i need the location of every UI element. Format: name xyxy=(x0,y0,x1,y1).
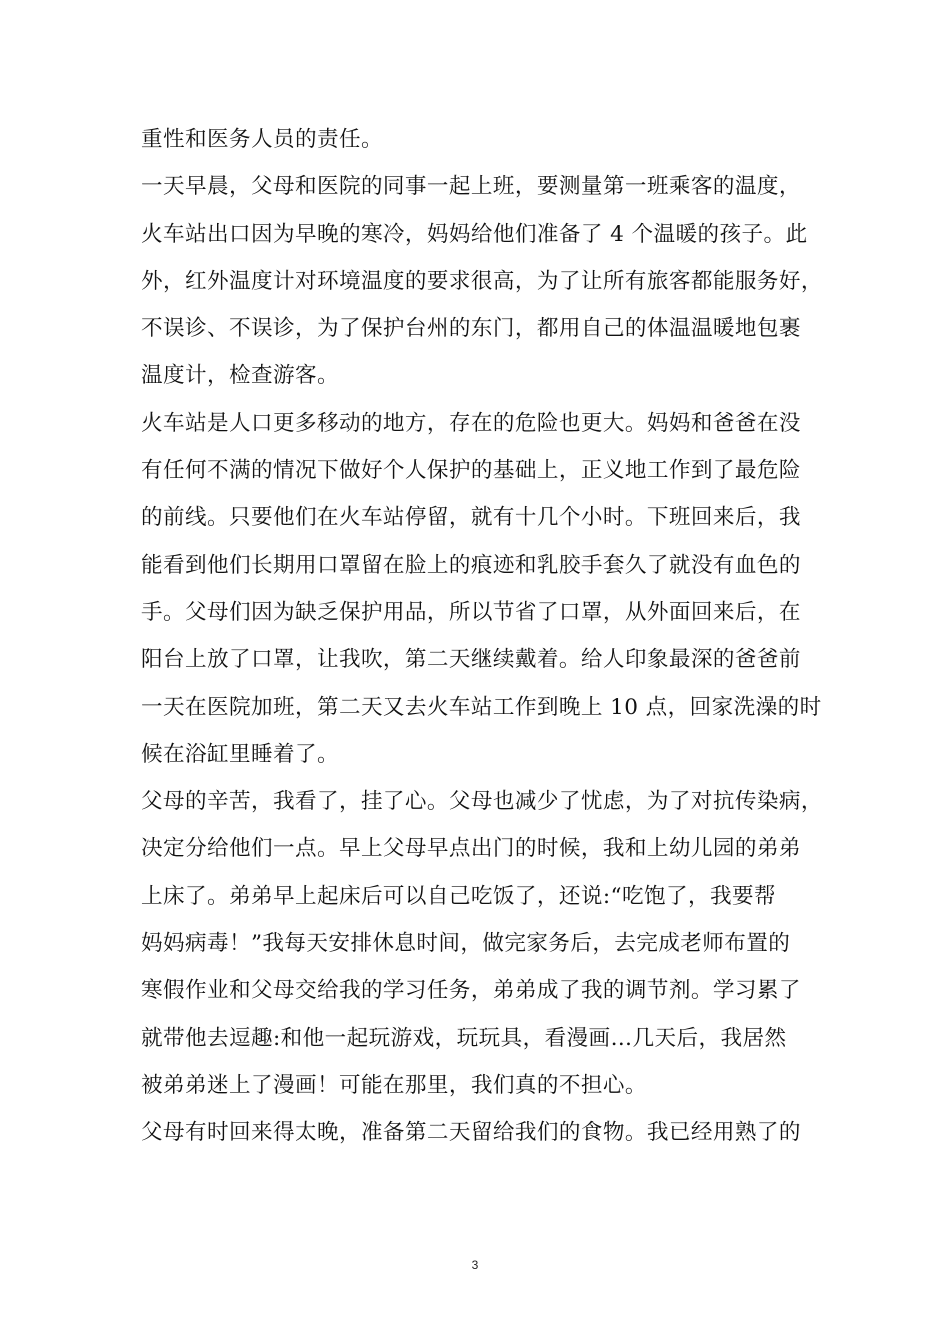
text-line: 决定分给他们一点。早上父母早点出门的时候，我和上幼儿园的弟弟 xyxy=(141,836,801,862)
text-line: 一天早晨，父母和医院的同事一起上班，要测量第一班乘客的温度， xyxy=(141,174,801,200)
text-line: 寒假作业和父母交给我的学习任务，弟弟成了我的调节剂。学习累了 xyxy=(141,978,801,1004)
text-line: 手。父母们因为缺乏保护用品，所以节省了口罩，从外面回来后，在 xyxy=(141,599,801,625)
text-line: 被弟弟迷上了漫画！可能在那里，我们真的不担心。 xyxy=(141,1072,647,1098)
text-line: 不误诊、不误诊，为了保护台州的东门，都用自己的体温温暖地包裹 xyxy=(141,316,801,342)
text-line: 有任何不满的情况下做好个人保护的基础上，正义地工作到了最危险 xyxy=(141,458,801,484)
body-text xyxy=(141,116,821,1157)
text-line: 重性和医务人员的责任。 xyxy=(141,127,383,152)
text-line: 父母的辛苦，我看了，挂了心。父母也减少了忧虑，为了对抗传染病， xyxy=(141,789,823,815)
text-line: 外，红外温度计对环境温度的要求很高，为了让所有旅客都能服务好， xyxy=(141,268,823,294)
text-line: 一天在医院加班，第二天又去火车站工作到晚上 10 点，回家洗澡的时 xyxy=(141,694,822,720)
text-line: 父母有时回来得太晚，准备第二天留给我们的食物。我已经用熟了的 xyxy=(141,1120,801,1146)
text-line: 火车站是人口更多移动的地方，存在的危险也更大。妈妈和爸爸在没 xyxy=(141,410,801,436)
text-line: 妈妈病毒！”我每天安排休息时间，做完家务后，去完成老师布置的 xyxy=(141,931,791,957)
text-line: 火车站出口因为早晚的寒冷，妈妈给他们准备了 4 个温暖的孩子。此 xyxy=(141,221,808,247)
text-line: 的前线。只要他们在火车站停留，就有十几个小时。下班回来后，我 xyxy=(141,505,801,531)
text-line: 温度计，检查游客。 xyxy=(141,363,339,389)
text-line: 能看到他们长期用口罩留在脸上的痕迹和乳胶手套久了就没有血色的 xyxy=(141,552,801,578)
text-line: 上床了。弟弟早上起床后可以自己吃饭了，还说:“吃饱了，我要帮 xyxy=(141,883,776,909)
text-line: 阳台上放了口罩，让我吹，第二天继续戴着。给人印象最深的爸爸前 xyxy=(141,647,801,673)
text-line: 就带他去逗趣:和他一起玩游戏，玩玩具，看漫画…几天后，我居然 xyxy=(141,1025,787,1051)
text-line: 候在浴缸里睡着了。 xyxy=(141,741,339,767)
page-number: 3 xyxy=(471,1258,479,1272)
